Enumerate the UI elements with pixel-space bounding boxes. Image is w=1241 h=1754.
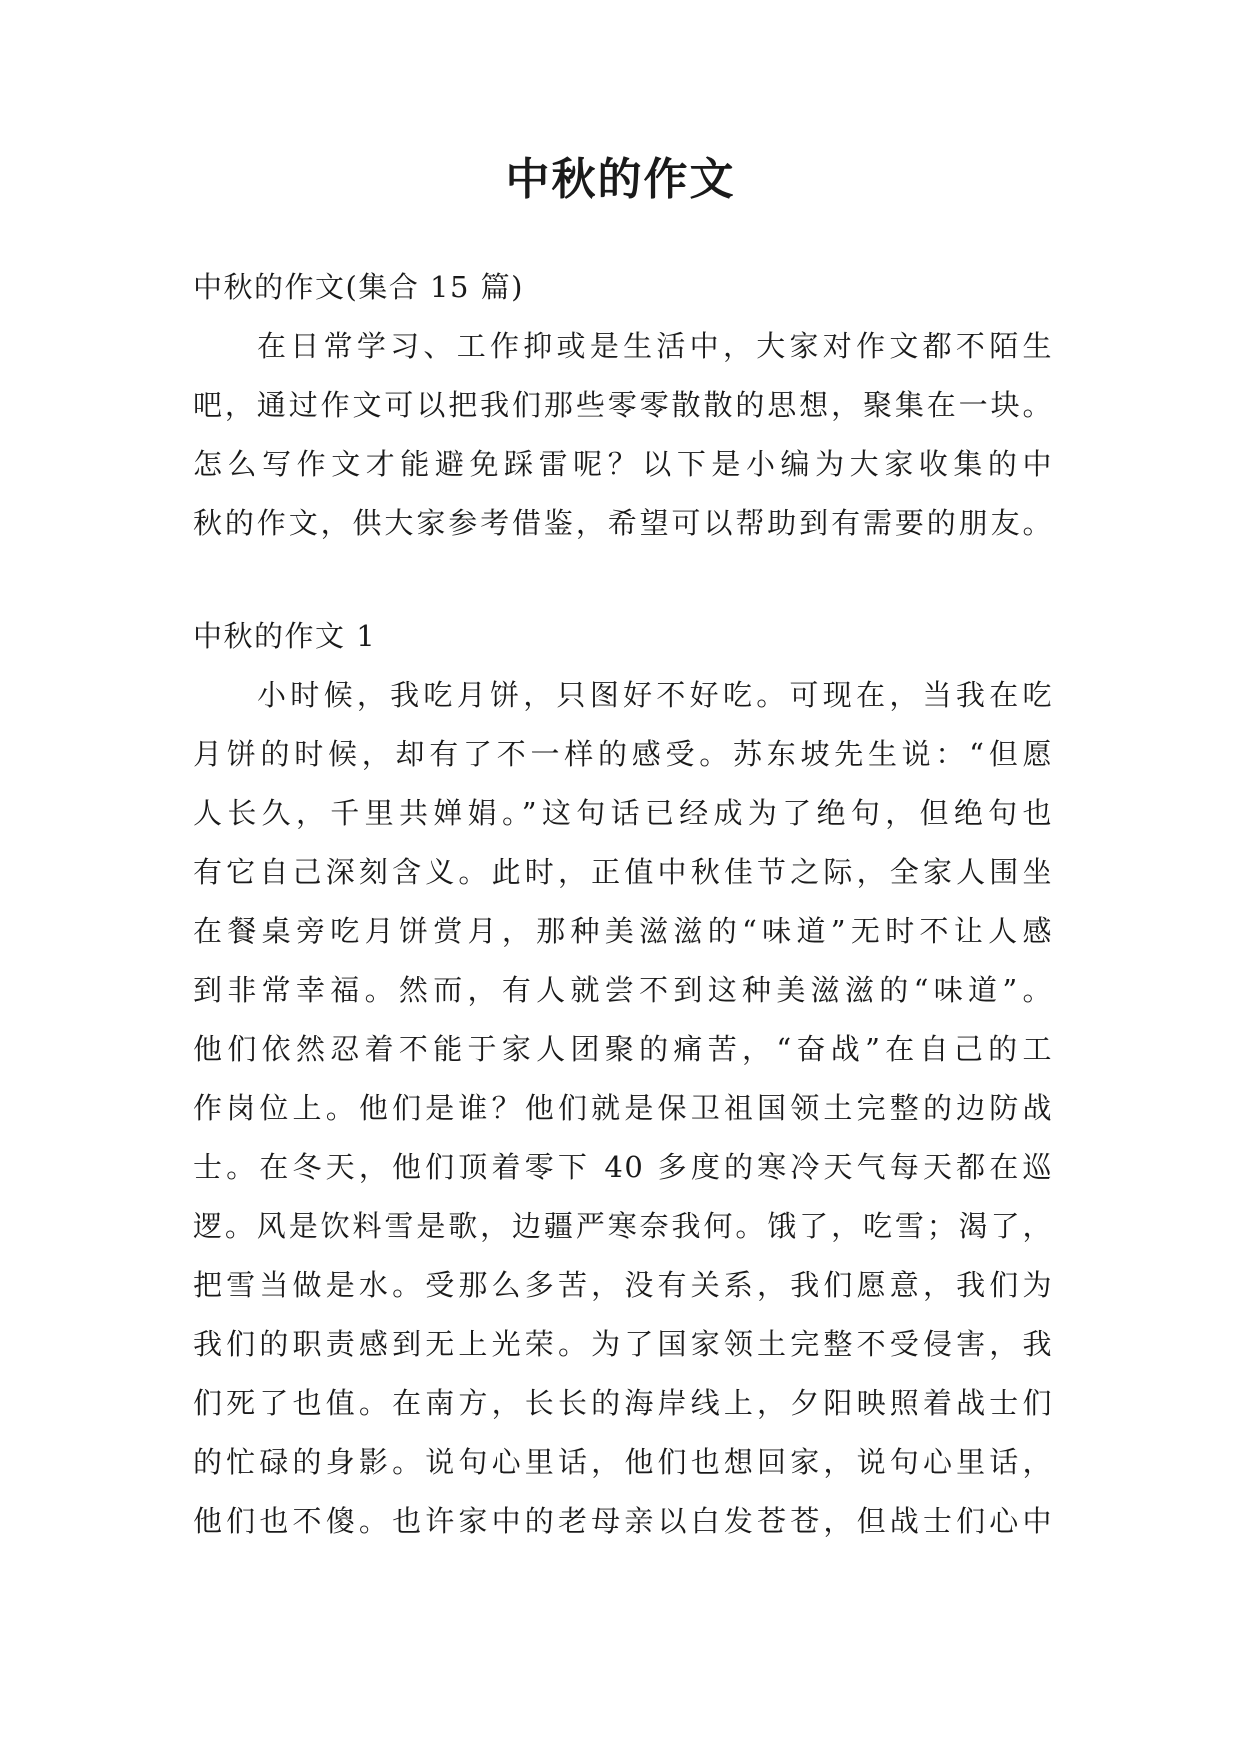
essay-paragraph	[193, 666, 1053, 1551]
collection-heading: 中秋的作文(集合 15 篇)	[193, 270, 524, 304]
paragraph-gap	[193, 553, 1053, 607]
essay-line: 作岗位上。他们是谁？他们就是保卫祖国领土完整的边防战	[193, 1091, 1053, 1125]
essay-line: 月饼的时候，却有了不一样的感受。苏东坡先生说：“但愿	[193, 737, 1053, 771]
essay-line: 他们依然忍着不能于家人团聚的痛苦，“奋战”在自己的工	[193, 1032, 1053, 1066]
essay-line: 逻。风是饮料雪是歌，边疆严寒奈我何。饿了，吃雪；渴了，	[193, 1209, 1053, 1243]
essay-line: 小时候，我吃月饼，只图好不好吃。可现在，当我在吃	[257, 678, 1053, 712]
essay-line: 有它自己深刻含义。此时，正值中秋佳节之际，全家人围坐	[193, 855, 1053, 889]
essay-line: 他们也不傻。也许家中的老母亲以白发苍苍，但战士们心中	[193, 1504, 1053, 1538]
intro-line: 怎么写作文才能避免踩雷呢？以下是小编为大家收集的中	[193, 447, 1053, 481]
document-title: 中秋的作文	[505, 154, 736, 205]
intro-line: 在日常学习、工作抑或是生活中，大家对作文都不陌生	[257, 329, 1053, 363]
essay-line: 人长久，千里共婵娟。”这句话已经成为了绝句，但绝句也	[193, 796, 1053, 830]
essay-line: 把雪当做是水。受那么多苦，没有关系，我们愿意，我们为	[193, 1268, 1053, 1302]
document-body	[193, 258, 1053, 1551]
intro-paragraph	[193, 317, 1053, 553]
essay-heading: 中秋的作文 1	[193, 619, 377, 653]
essay-line: 到非常幸福。然而，有人就尝不到这种美滋滋的“味道”。	[193, 973, 1053, 1007]
intro-line: 秋的作文，供大家参考借鉴，希望可以帮助到有需要的朋友。	[193, 506, 1053, 540]
intro-line: 吧，通过作文可以把我们那些零零散散的思想，聚集在一块。	[193, 388, 1053, 422]
essay-line: 们死了也值。在南方，长长的海岸线上，夕阳映照着战士们	[193, 1386, 1053, 1420]
essay-line: 我们的职责感到无上光荣。为了国家领土完整不受侵害，我	[193, 1327, 1053, 1361]
essay-line: 在餐桌旁吃月饼赏月，那种美滋滋的“味道”无时不让人感	[193, 914, 1053, 948]
essay-line: 的忙碌的身影。说句心里话，他们也想回家，说句心里话，	[193, 1445, 1053, 1479]
essay-line: 士。在冬天，他们顶着零下 40 多度的寒冷天气每天都在巡	[193, 1150, 1053, 1184]
